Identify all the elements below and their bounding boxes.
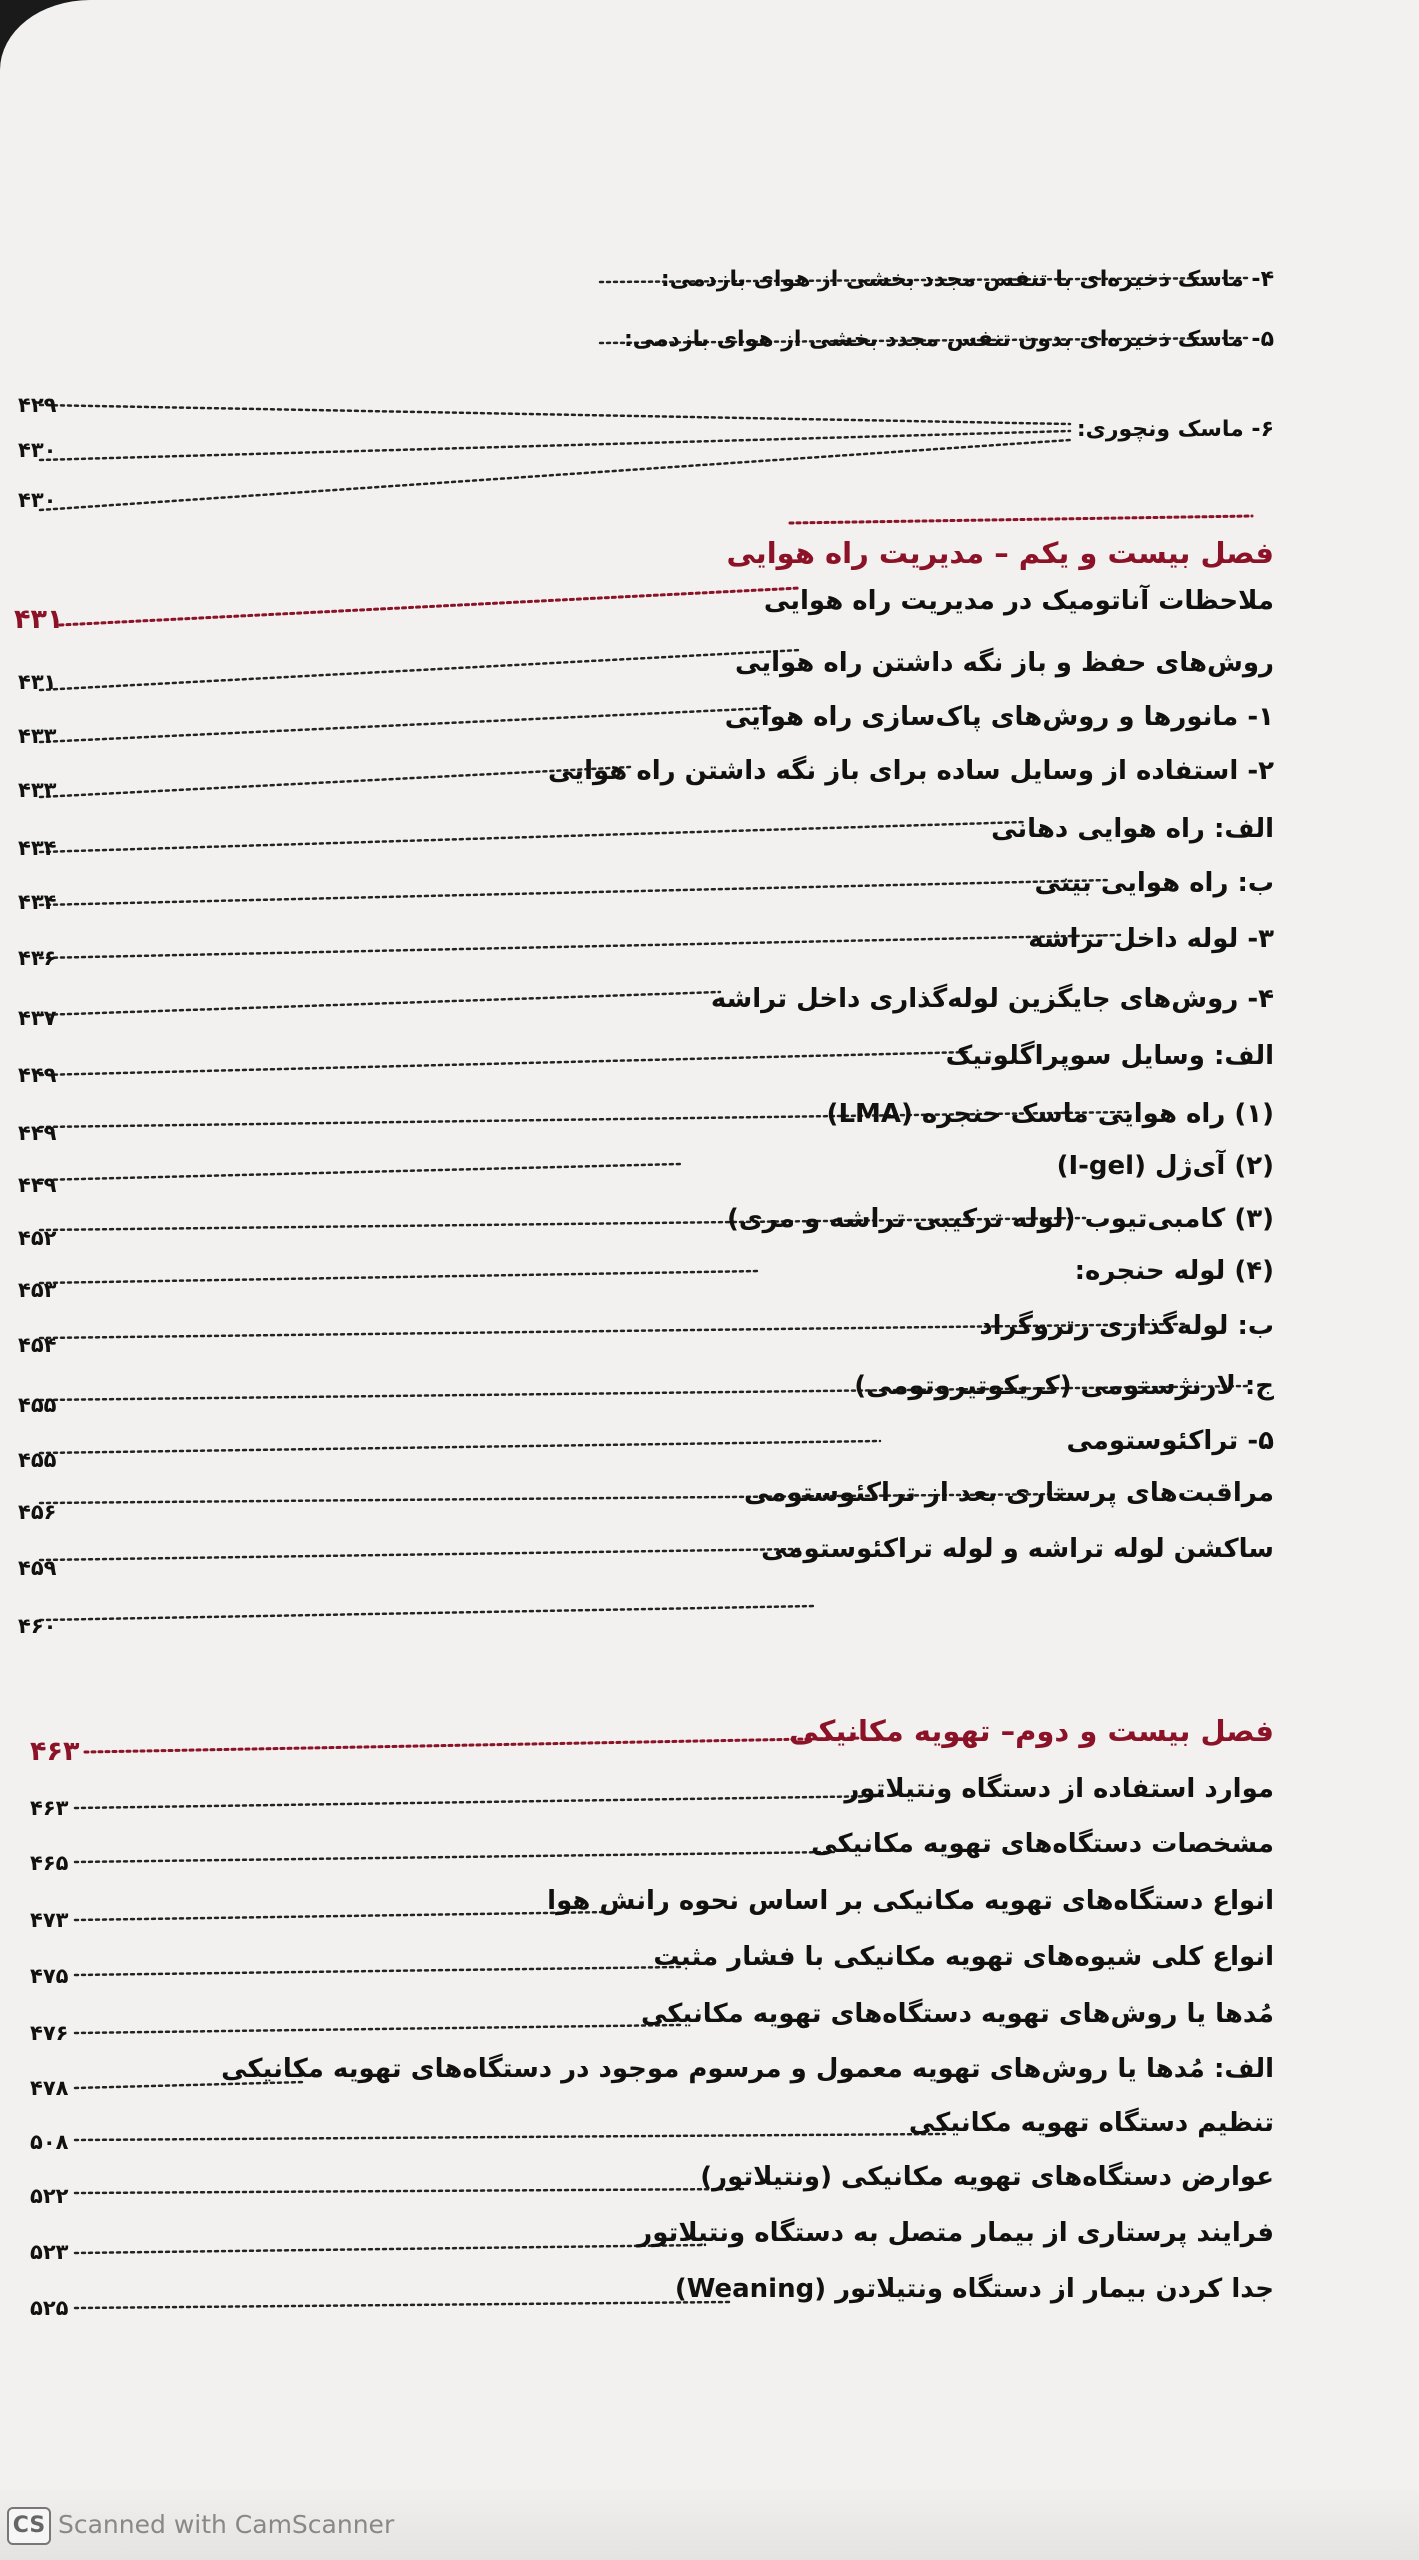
toc-entry-title: جدا کردن بیمار از دستگاه ونتیلاتور (Weaning) bbox=[674, 2274, 1274, 2304]
toc-page-number: ۴۳۳ bbox=[18, 778, 57, 802]
toc-page-number: ۴۳۴ bbox=[18, 890, 57, 914]
toc-page-number: ۴۷۶ bbox=[30, 2021, 69, 2045]
toc-entry[interactable] bbox=[0, 756, 1419, 810]
toc-entry[interactable] bbox=[0, 924, 1419, 978]
toc-entry[interactable] bbox=[0, 1534, 1419, 1588]
toc-entry-title: انواع دستگاه‌های تهویه مکانیکی بر اساس نحوه رانش هوا bbox=[547, 1886, 1274, 1916]
toc-page-number: ۴۳۳ bbox=[18, 724, 57, 748]
toc-entry-title: (۱) راه هوایی ماسک حنجره (LMA) bbox=[826, 1099, 1274, 1129]
toc-entry-title: ۱- مانورها و روش‌های پاک‌سازی راه هوایی bbox=[724, 702, 1274, 732]
toc-entry[interactable] bbox=[0, 255, 1419, 305]
toc-page-number: ۴۳۶ bbox=[18, 946, 57, 970]
toc-page-number: ۵۲۲ bbox=[30, 2184, 69, 2208]
toc-entry[interactable] bbox=[0, 1041, 1419, 1095]
toc-page-number: ۴۳۱ bbox=[14, 604, 64, 635]
toc-page-number: ۴۵۴ bbox=[18, 1333, 57, 1357]
toc-entry-title: (۲) آی‌ژل (I-gel) bbox=[1056, 1151, 1274, 1181]
toc-entry-title: الف: وسایل سوپراگلوتیک bbox=[945, 1041, 1274, 1071]
toc-entry[interactable] bbox=[0, 1311, 1419, 1365]
toc-page-number: ۴۳۴ bbox=[18, 836, 57, 860]
toc-entry-title: (۳) کامبی‌تیوب (لوله ترکیبی تراشه و مری) bbox=[726, 1204, 1274, 1234]
toc-page-number: ۴۴۹ bbox=[18, 1063, 57, 1087]
toc-page-number: ۵۰۸ bbox=[30, 2130, 69, 2154]
toc-page-number: ۴۳۷ bbox=[18, 1006, 57, 1030]
toc-entry-title: ۴- روش‌های جایگزین لوله‌گذاری داخل تراشه bbox=[710, 984, 1274, 1014]
toc-entry-title: مراقبت‌های پرستاری بعد از تراکئوستومی bbox=[744, 1478, 1274, 1508]
toc-page-number: ۴۳۰ bbox=[18, 488, 57, 512]
toc-entry-title: ملاحظات آناتومیک در مدیریت راه هوایی bbox=[763, 586, 1274, 616]
toc-entry-title: موارد استفاده از دستگاه ونتیلاتور bbox=[844, 1774, 1274, 1804]
toc-page-number: ۴۶۰ bbox=[18, 1614, 57, 1638]
camscanner-logo-icon: CS bbox=[7, 2507, 51, 2545]
toc-entry[interactable] bbox=[0, 2274, 1419, 2328]
chapter-title: فصل بیست و دوم– تهویه مکانیکی bbox=[789, 1714, 1274, 1748]
toc-entry-title: (۴) لوله حنجره: bbox=[1074, 1256, 1274, 1286]
toc-page-number: ۵۲۳ bbox=[30, 2240, 69, 2264]
toc-page-number-row bbox=[0, 470, 1419, 520]
toc-entry-title: مشخصات دستگاه‌های تهویه مکانیکی bbox=[811, 1829, 1274, 1859]
toc-page-number: ۴۴۹ bbox=[18, 1121, 57, 1145]
toc-entry-title: ۳- لوله داخل تراشه bbox=[1028, 924, 1274, 954]
toc-entry-title: ب: راه هوایی بینی bbox=[1034, 868, 1274, 898]
toc-entry-title: تنظیم دستگاه تهویه مکانیکی bbox=[908, 2108, 1274, 2138]
toc-entry-title: ج: لارنژستومی (کریکوتیروتومی) bbox=[854, 1371, 1274, 1401]
toc-page-number: ۴۴۹ bbox=[18, 1173, 57, 1197]
toc-page-number: ۴۷۸ bbox=[30, 2076, 69, 2100]
toc-page-number: ۴۶۳ bbox=[30, 1796, 69, 1820]
toc-page-number: ۴۲۹ bbox=[18, 393, 57, 417]
chapter-page-number: ۴۶۳ bbox=[30, 1736, 80, 1767]
toc-page-number: ۴۷۵ bbox=[30, 1964, 69, 1988]
toc-entry-title: الف: مُدها یا روش‌های تهویه معمول و مرسوم موجود در دستگاه‌های تهویه مکانیکی bbox=[221, 2054, 1274, 2084]
camscanner-watermark-text: Scanned with CamScanner bbox=[58, 2510, 395, 2539]
toc-page-number: ۴۳۱ bbox=[18, 670, 57, 694]
toc-page-number: ۴۵۵ bbox=[18, 1393, 57, 1417]
toc-entry-title: ساکشن لوله تراشه و لوله تراکئوستومی bbox=[761, 1534, 1274, 1564]
toc-page-number: ۴۵۳ bbox=[18, 1278, 57, 1302]
chapter-title: فصل بیست و یکم – مدیریت راه هوایی bbox=[726, 536, 1274, 570]
toc-entry-title: ۶- ماسک ونچوری: bbox=[1076, 417, 1274, 442]
toc-entry-title: مُدها یا روش‌های تهویه دستگاه‌های تهویه مکانیکی bbox=[640, 1999, 1274, 2029]
toc-entry[interactable] bbox=[0, 315, 1419, 417]
toc-entry[interactable] bbox=[0, 405, 1419, 462]
toc-page-number: ۵۲۵ bbox=[30, 2296, 69, 2320]
toc-entry[interactable] bbox=[0, 586, 1419, 640]
toc-page-number-row bbox=[0, 1596, 1419, 1646]
toc-entry-title: ۵- تراکئوستومی bbox=[1066, 1426, 1274, 1456]
toc-entry-title: ۲- استفاده از وسایل ساده برای باز نگه داشتن راه هوایی bbox=[548, 756, 1274, 786]
toc-page-number: ۴۵۶ bbox=[18, 1500, 57, 1524]
toc-page-number: ۴۵۹ bbox=[18, 1556, 57, 1580]
toc-entry-title: ۴- ماسک ذخیره‌ای با تنفس مجدد بخشی از هوای بازدمی: bbox=[660, 267, 1274, 292]
toc-entry-title: ۵- ماسک ذخیره‌ای بدون تنفس مجدد بخشی از هوای بازدمی: bbox=[624, 327, 1274, 352]
toc-page-number: ۴۳۰ bbox=[18, 438, 57, 462]
toc-entry-title: عوارض دستگاه‌های تهویه مکانیکی (ونتیلاتور) bbox=[700, 2162, 1274, 2192]
toc-page-number: ۴۵۵ bbox=[18, 1448, 57, 1472]
chapter-heading[interactable] bbox=[0, 1714, 1419, 1770]
toc-entry-title: انواع کلی شیوه‌های تهویه مکانیکی با فشار مثبت bbox=[653, 1942, 1274, 1972]
toc-entry-title: الف: راه هوایی دهانی bbox=[991, 814, 1274, 844]
toc-entry-title: فرایند پرستاری از بیمار متصل به دستگاه ونتیلاتور bbox=[637, 2218, 1274, 2248]
toc-entry-title: روش‌های حفظ و باز نگه داشتن راه هوایی bbox=[735, 648, 1274, 678]
toc-page-number: ۴۷۳ bbox=[30, 1908, 69, 1932]
toc-entry-title: ب: لوله‌گذاری رتروگراد bbox=[979, 1311, 1274, 1341]
chapter-heading[interactable] bbox=[0, 528, 1419, 578]
toc-page-number: ۴۵۲ bbox=[18, 1226, 57, 1250]
toc-page-number: ۴۶۵ bbox=[30, 1851, 69, 1875]
